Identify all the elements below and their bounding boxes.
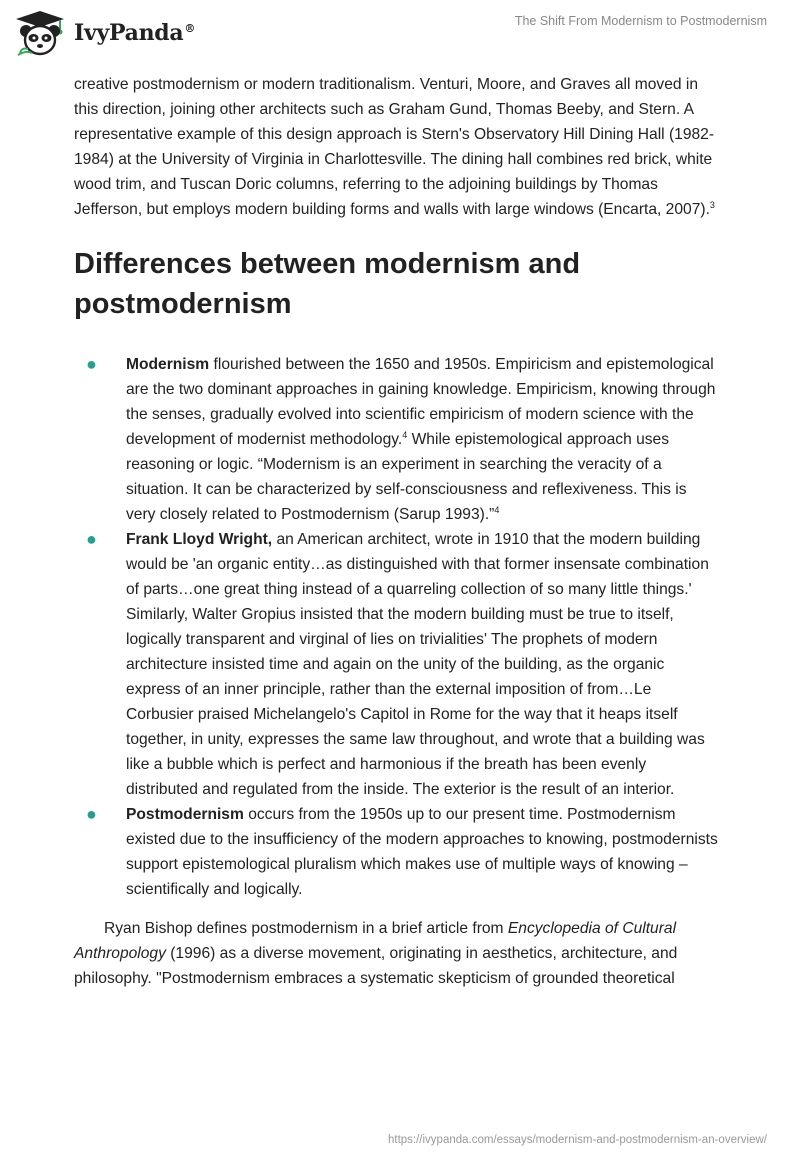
list-item [74,527,720,802]
bullet-list [74,352,720,902]
bullet-lead: Postmodernism [126,806,244,823]
bullet-dot: ● [86,354,97,374]
essay-content [74,72,720,991]
source-url[interactable]: https://ivypanda.com/essays/modernism-and-postmodernism-an-overview/ [387,1134,767,1146]
book-title: Encyclopedia of Cultural Anthropology [74,920,677,962]
bullet-text: occurs from the 1950s up to our present time. Postmodernism existed due to the insufficiency of the modern approaches to knowing, postmodernists support epistemological pluralism which makes use of multiple ways of knowing – scientifically and logically. [126,806,718,898]
footnote-ref[interactable]: 3 [709,199,715,210]
bullet-lead: Frank Lloyd Wright, [126,531,273,548]
bullet-dot: ● [86,804,97,824]
closing-text: (1996) as a diverse movement, originating in aesthetics, architecture, and philosophy. "Postmodernism embraces a systematic skepticism of grounded theoretical [74,945,678,987]
footnote-ref[interactable]: 4 [402,429,408,440]
page-header [0,0,800,62]
bullet-text: flourished between the 1650 and 1950s. Empiricism and epistemological are the two dominant approaches in gaining knowledge. Empiricism, knowing through the senses, gradually evolved into scientific empiricism of modern science with the development of modernist methodology. [126,356,716,448]
trademark-symbol: ® [184,21,196,35]
list-item [74,352,720,527]
brand-name [74,20,195,46]
bullet-text: an American architect, wrote in 1910 that the modern building would be 'an organic entity…as distinguished with that former insensate combination of parts…one great thing instead of a quarreling collection of so many little things.' Similarly, Walter Gropius insisted that the modern building must be true to itself, logically transparent and virginal of lies on trivialities' The prophets of modern architecture insisted time and again on the unity of the building, as the organic express of an inner principle, rather than the external imposition of from…Le Corbusier praised Michelangelo's Capitol in Rome for the way that it heaps itself together, in unity, expresses the same law throughout, and wrote that a building was like a bubble which is perfect and harmonious if the breath has been evenly distributed and regulated from the inside. The exterior is the result of an interior. [126,531,709,798]
closing-paragraph [74,916,720,991]
document-title: The Shift From Modernism to Postmodernism [514,14,767,28]
section-heading: Differences between modernism and postmodernism [74,248,581,320]
bullet-text: While epistemological approach uses reasoning or logic. “Modernism is an experiment in searching the veracity of a situation. It can be characterized by self-consciousness and reflexiveness. This is very closely related to Postmodernism (Sarup 1993).” [126,431,687,523]
panda-graduate-icon [14,9,66,57]
list-item [74,802,720,902]
closing-text: Ryan Bishop defines postmodernism in a brief article from [104,920,508,937]
bullet-lead: Modernism [126,356,210,373]
intro-text: creative postmodernism or modern traditionalism. Venturi, Moore, and Graves all moved in this direction, joining other architects such as Graham Gund, Thomas Beeby, and Stern. A representative example of this design approach is Stern's Observatory Hill Dining Hall (1982-1984) at the University of Virginia in Charlottesville. The dining hall combines red brick, white wood trim, and Tuscan Doric columns, referring to the adjoining buildings by Thomas Jefferson, but employs modern building forms and walls with large windows (Encarta, 2007). [74,76,715,218]
ivypanda-logo[interactable] [14,8,195,58]
brand-label: IvyPanda [74,20,184,46]
intro-paragraph [74,72,720,222]
bullet-dot: ● [86,529,97,549]
footnote-ref[interactable]: 4 [494,504,500,515]
